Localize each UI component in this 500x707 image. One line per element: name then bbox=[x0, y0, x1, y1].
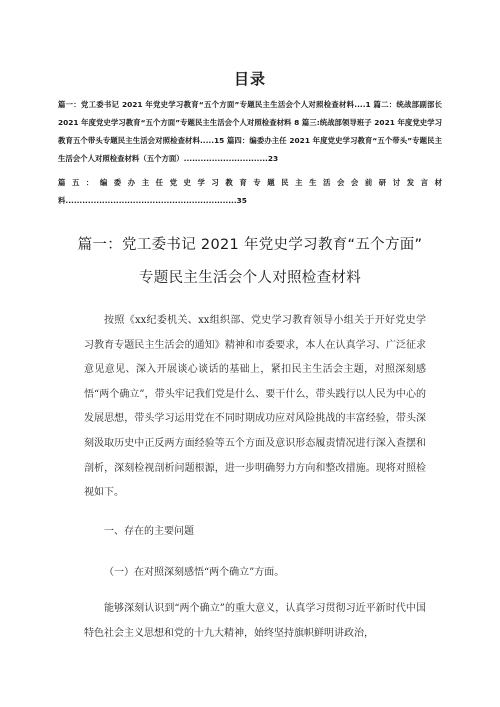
chapter-title-line2: 专题民主生活会个人对照检查材料 bbox=[139, 270, 361, 286]
sub-heading: （一）在对照深刻感悟“两个确立”方面。 bbox=[104, 567, 285, 578]
toc-entries-1-to-4: 篇一：党工委书记 2021 年党史学习教育“五个方面”专题民主生活会个人对照检查材料....1 篇二：统战部副部长 2021 年度党史学习教育“五个方面”专题民主生活会个人对照检查材料 8 篇三:统战部领导班子 2021 年度党史学习教育五个带头专题民主生活会对照检查材料.....15 篇四：编委办主任 2021 年度党史学习教育“五个带头”专题民主生活会个人对照检查材料（五个方面）..............................23 bbox=[58, 100, 442, 163]
chapter-title-line1: 篇一：党工委书记 2021 年党史学习教育“五个方面” bbox=[77, 237, 423, 253]
section-heading: 一、存在的主要问题 bbox=[104, 526, 194, 537]
toc-entry-5: 篇五：编委办主任党史学习教育专题民主生活会会前研讨发言材料.............................................................35 bbox=[58, 178, 442, 205]
body-paragraph: 能够深刻认识到“两个确立”的重大意义，认真学习贯彻习近平新时代中国特色社会主义思想和党的十九大精神，始终坚持旗帜鲜明讲政治， bbox=[84, 603, 426, 639]
table-of-contents bbox=[58, 96, 442, 210]
toc-title: 目录 bbox=[233, 70, 266, 88]
intro-paragraph: 按照《xx纪委机关、xx组织部、党史学习教育领导小组关于开好党史学习教育专题民主生活会的通知》精神和市委要求，本人在认真学习、广泛征求意见意见、深入开展谈心谈话的基础上，紧扣民主生活会主题，对照深刻感悟“两个确立”，带头牢记我们党是什么、要干什么，带头践行以人民为中心的发展思想，带头学习运用党在不同时期成功应对风险挑战的丰富经验，带头深刻汲取历史中正反两方面经验等五个方面及意识形态履责情况进行深入查摆和剖析，深刻检视剖析问题根源，进一步明确努力方向和整改措施。现将对照检视如下。 bbox=[84, 315, 426, 499]
